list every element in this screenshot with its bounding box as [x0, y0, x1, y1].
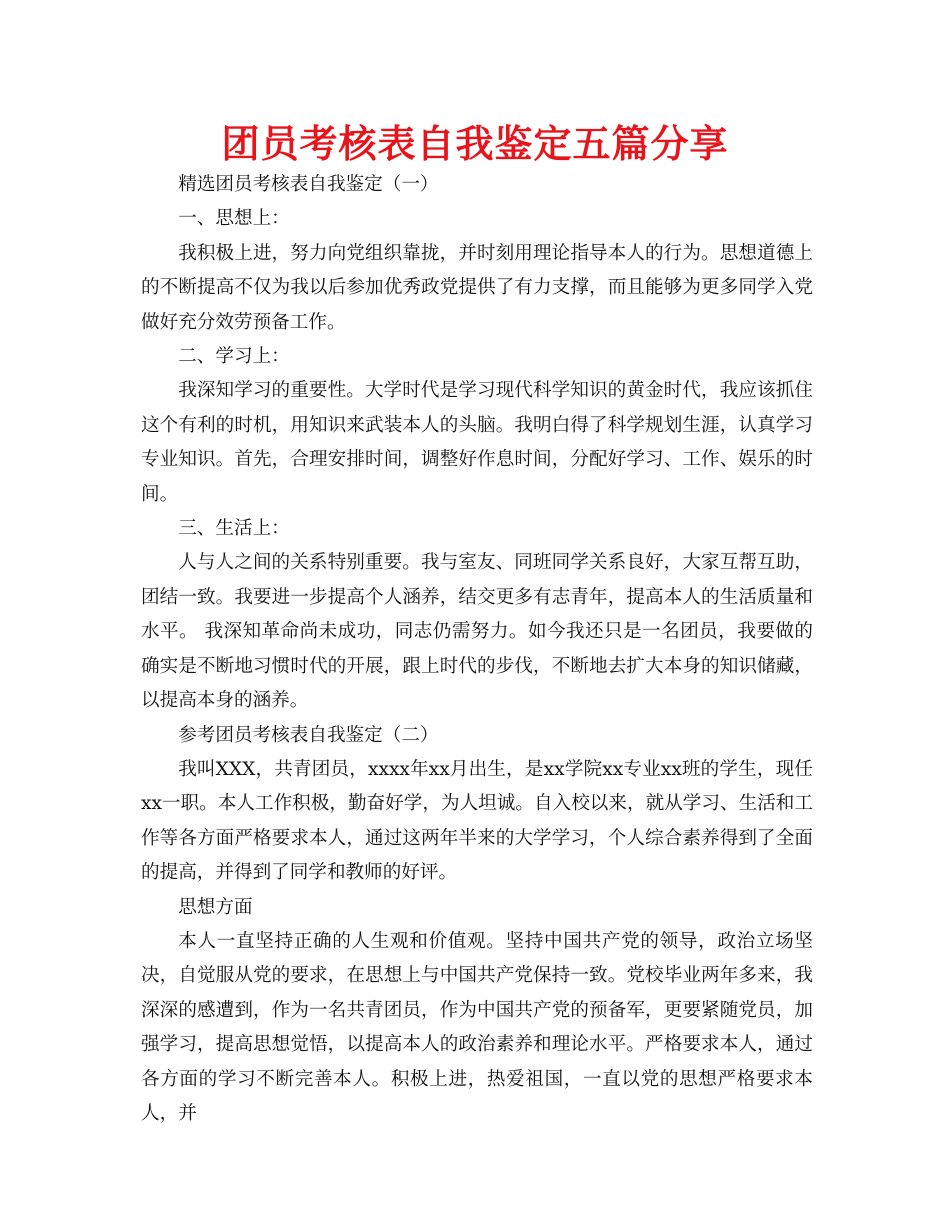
subsection-heading: 三、生活上：: [178, 518, 290, 540]
body-paragraph: 我积极上进，努力向党组织靠拢，并时刻用理论指导本人的行为。思想道德上的不断提高不仅为我以后参加优秀政党提供了有力支撑，而且能够为更多同学入党做好充分效劳预备工作。: [141, 242, 813, 333]
subsection-heading: 一、思想上：: [178, 208, 290, 230]
body-paragraph: 我叫XXX，共青团员，xxxx年xx月出生，是xx学院xx专业xx班的学生，现任xx一职。本人工作积极，勤奋好学，为人坦诚。自入校以来，就从学习、生活和工作等各方面严格要求本人，通过这两年半来的大学学习，个人综合素养得到了全面的提高，并得到了同学和教师的好评。: [141, 758, 813, 884]
body-paragraph: 我深知学习的重要性。大学时代是学习现代科学知识的黄金时代，我应该抓住这个有利的时机，用知识来武装本人的头脑。我明白得了科学规划生涯，认真学习专业知识。首先，合理安排时间，调整好作息时间，分配好学习、工作、娱乐的时间。: [141, 380, 813, 505]
document-title: 团员考核表自我鉴定五篇分享: [221, 122, 729, 166]
section-heading: 精选团员考核表自我鉴定（一）: [178, 174, 439, 195]
body-paragraph: 本人一直坚持正确的人生观和价值观。坚持中国共产党的领导，政治立场坚决，自觉服从党的要求，在思想上与中国共产党保持一致。党校毕业两年多来，我深深的感遭到，作为一名共青团员，作为中国共产党的预备军，更要紧随党员，加强学习，提高思想觉悟，以提高本人的政治素养和理论水平。严格要求本人，通过各方面的学习不断完善本人。积极上进，热爱祖国，一直以党的思想严格要求本人，并: [141, 930, 813, 1124]
document-body: [141, 168, 813, 1131]
subsection-heading: 二、学习上：: [178, 346, 290, 368]
subsection-heading: 思想方面: [178, 896, 253, 918]
section-heading: 参考团员考核表自我鉴定（二）: [178, 724, 439, 746]
body-paragraph: 人与人之间的关系特别重要。我与室友、同班同学关系良好，大家互帮互助，团结一致。我要进一步提高个人涵养，结交更多有志青年，提高本人的生活质量和水平。 我深知革命尚未成功，同志仍需努力。如今我还只是一名团员，我要做的确实是不断地习惯时代的开展，跟上时代的步伐，不断地去扩大本身的知识储藏，以提高本身的涵养。: [141, 552, 813, 712]
